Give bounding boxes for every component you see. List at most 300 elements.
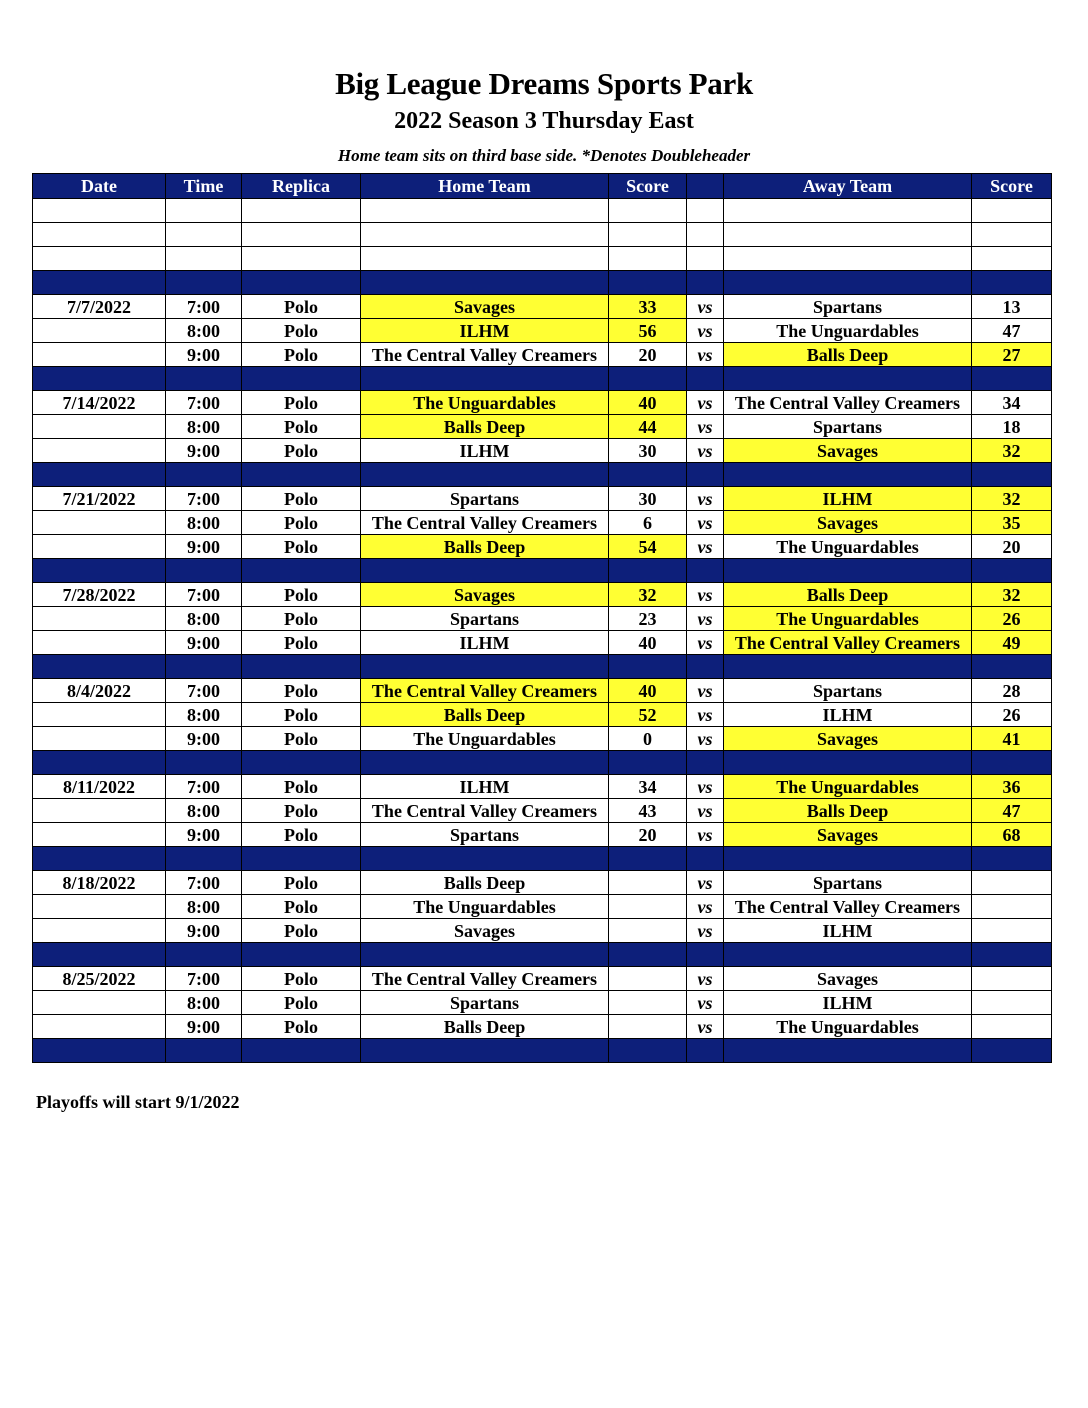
cell-away-score: 32 xyxy=(972,583,1052,607)
cell-away-score xyxy=(972,1039,1052,1063)
cell-time: 7:00 xyxy=(166,583,242,607)
cell-replica: Polo xyxy=(242,535,361,559)
cell-date: 8/25/2022 xyxy=(33,967,166,991)
cell-vs xyxy=(687,943,724,967)
cell-home-team xyxy=(361,559,609,583)
cell-home-score: 43 xyxy=(609,799,687,823)
cell-vs xyxy=(687,751,724,775)
cell-away-team: Spartans xyxy=(724,295,972,319)
cell-vs: vs xyxy=(687,703,724,727)
cell-date xyxy=(33,919,166,943)
cell-vs xyxy=(687,223,724,247)
cell-home-score xyxy=(609,991,687,1015)
cell-home-team: The Unguardables xyxy=(361,391,609,415)
cell-time xyxy=(166,1039,242,1063)
cell-date xyxy=(33,247,166,271)
cell-away-team: Savages xyxy=(724,511,972,535)
cell-replica: Polo xyxy=(242,727,361,751)
cell-home-team xyxy=(361,223,609,247)
cell-date xyxy=(33,943,166,967)
cell-away-score xyxy=(972,1015,1052,1039)
game-row xyxy=(33,991,1052,1015)
game-row xyxy=(33,583,1052,607)
game-row xyxy=(33,607,1052,631)
cell-vs: vs xyxy=(687,607,724,631)
cell-vs: vs xyxy=(687,487,724,511)
cell-away-score: 47 xyxy=(972,799,1052,823)
cell-away-score xyxy=(972,919,1052,943)
cell-home-score xyxy=(609,271,687,295)
cell-home-score xyxy=(609,943,687,967)
cell-vs xyxy=(687,271,724,295)
cell-home-team xyxy=(361,655,609,679)
cell-vs: vs xyxy=(687,631,724,655)
cell-away-score xyxy=(972,463,1052,487)
cell-vs: vs xyxy=(687,895,724,919)
cell-home-score: 32 xyxy=(609,583,687,607)
col-header-away-score: Score xyxy=(972,174,1052,199)
cell-time: 8:00 xyxy=(166,991,242,1015)
cell-away-score: 13 xyxy=(972,295,1052,319)
cell-away-team: The Unguardables xyxy=(724,535,972,559)
cell-time: 9:00 xyxy=(166,919,242,943)
cell-home-score xyxy=(609,895,687,919)
cell-replica xyxy=(242,559,361,583)
cell-away-score xyxy=(972,895,1052,919)
week-separator-row xyxy=(33,655,1052,679)
cell-time xyxy=(166,463,242,487)
cell-home-team: The Central Valley Creamers xyxy=(361,967,609,991)
cell-away-team xyxy=(724,247,972,271)
cell-date xyxy=(33,463,166,487)
cell-away-score xyxy=(972,967,1052,991)
cell-home-team: The Central Valley Creamers xyxy=(361,799,609,823)
cell-home-score xyxy=(609,1015,687,1039)
cell-away-team: ILHM xyxy=(724,487,972,511)
col-header-away-team: Away Team xyxy=(724,174,972,199)
game-row xyxy=(33,679,1052,703)
cell-replica: Polo xyxy=(242,823,361,847)
cell-home-team: Balls Deep xyxy=(361,415,609,439)
cell-date xyxy=(33,199,166,223)
week-separator-row xyxy=(33,847,1052,871)
cell-replica: Polo xyxy=(242,487,361,511)
schedule-body xyxy=(33,199,1052,1063)
cell-home-team xyxy=(361,463,609,487)
cell-away-team xyxy=(724,463,972,487)
game-row xyxy=(33,799,1052,823)
cell-away-score: 68 xyxy=(972,823,1052,847)
cell-home-team: The Central Valley Creamers xyxy=(361,679,609,703)
cell-time: 8:00 xyxy=(166,415,242,439)
cell-date xyxy=(33,751,166,775)
cell-home-team: ILHM xyxy=(361,631,609,655)
cell-home-score: 33 xyxy=(609,295,687,319)
cell-vs: vs xyxy=(687,583,724,607)
cell-replica xyxy=(242,751,361,775)
cell-home-team: The Unguardables xyxy=(361,895,609,919)
cell-away-score: 26 xyxy=(972,607,1052,631)
cell-time: 9:00 xyxy=(166,439,242,463)
cell-home-team xyxy=(361,199,609,223)
cell-date xyxy=(33,1015,166,1039)
cell-replica: Polo xyxy=(242,991,361,1015)
cell-away-score xyxy=(972,847,1052,871)
page-subtitle: 2022 Season 3 Thursday East xyxy=(394,108,694,134)
game-row xyxy=(33,967,1052,991)
cell-time: 9:00 xyxy=(166,823,242,847)
cell-away-team: The Unguardables xyxy=(724,319,972,343)
game-row xyxy=(33,487,1052,511)
cell-home-team: ILHM xyxy=(361,439,609,463)
cell-vs: vs xyxy=(687,823,724,847)
cell-vs: vs xyxy=(687,775,724,799)
cell-time: 7:00 xyxy=(166,775,242,799)
cell-away-team: Spartans xyxy=(724,871,972,895)
cell-away-team: ILHM xyxy=(724,991,972,1015)
cell-vs: vs xyxy=(687,511,724,535)
game-row xyxy=(33,631,1052,655)
cell-away-team: Savages xyxy=(724,727,972,751)
cell-away-team xyxy=(724,559,972,583)
cell-replica xyxy=(242,463,361,487)
cell-date xyxy=(33,415,166,439)
cell-vs: vs xyxy=(687,679,724,703)
game-row xyxy=(33,343,1052,367)
cell-home-score xyxy=(609,1039,687,1063)
cell-home-score: 54 xyxy=(609,535,687,559)
cell-replica: Polo xyxy=(242,679,361,703)
cell-home-team: Spartans xyxy=(361,823,609,847)
cell-date xyxy=(33,223,166,247)
cell-away-score: 41 xyxy=(972,727,1052,751)
cell-home-score: 23 xyxy=(609,607,687,631)
cell-replica: Polo xyxy=(242,775,361,799)
week-separator-row xyxy=(33,751,1052,775)
cell-away-team: Balls Deep xyxy=(724,343,972,367)
cell-date xyxy=(33,727,166,751)
game-row xyxy=(33,919,1052,943)
cell-replica: Polo xyxy=(242,871,361,895)
cell-home-score xyxy=(609,463,687,487)
cell-date: 7/21/2022 xyxy=(33,487,166,511)
game-row xyxy=(33,391,1052,415)
cell-date xyxy=(33,535,166,559)
cell-replica: Polo xyxy=(242,583,361,607)
cell-away-team xyxy=(724,1039,972,1063)
cell-time xyxy=(166,559,242,583)
week-separator-row xyxy=(33,367,1052,391)
cell-home-team: Spartans xyxy=(361,607,609,631)
cell-away-team xyxy=(724,943,972,967)
cell-time xyxy=(166,271,242,295)
cell-away-score xyxy=(972,223,1052,247)
cell-home-score xyxy=(609,199,687,223)
cell-date: 8/11/2022 xyxy=(33,775,166,799)
cell-vs xyxy=(687,247,724,271)
cell-time: 9:00 xyxy=(166,343,242,367)
cell-home-score xyxy=(609,847,687,871)
cell-vs: vs xyxy=(687,439,724,463)
cell-away-score xyxy=(972,751,1052,775)
cell-home-team: Savages xyxy=(361,583,609,607)
cell-time xyxy=(166,247,242,271)
cell-home-team xyxy=(361,943,609,967)
cell-replica: Polo xyxy=(242,295,361,319)
cell-replica: Polo xyxy=(242,919,361,943)
cell-home-team xyxy=(361,751,609,775)
cell-home-team: Balls Deep xyxy=(361,535,609,559)
cell-home-score xyxy=(609,751,687,775)
cell-time xyxy=(166,199,242,223)
cell-time xyxy=(166,943,242,967)
cell-away-team: The Unguardables xyxy=(724,607,972,631)
cell-away-score xyxy=(972,247,1052,271)
cell-home-team: Spartans xyxy=(361,487,609,511)
cell-replica xyxy=(242,199,361,223)
cell-away-score xyxy=(972,271,1052,295)
cell-home-score: 20 xyxy=(609,823,687,847)
cell-away-team: Spartans xyxy=(724,679,972,703)
cell-replica: Polo xyxy=(242,415,361,439)
cell-away-team: Balls Deep xyxy=(724,583,972,607)
cell-replica: Polo xyxy=(242,439,361,463)
cell-home-score: 0 xyxy=(609,727,687,751)
cell-time: 7:00 xyxy=(166,679,242,703)
cell-home-team: The Central Valley Creamers xyxy=(361,343,609,367)
cell-away-team: Spartans xyxy=(724,415,972,439)
cell-vs: vs xyxy=(687,343,724,367)
cell-away-team: The Central Valley Creamers xyxy=(724,895,972,919)
cell-date xyxy=(33,703,166,727)
cell-replica xyxy=(242,655,361,679)
cell-home-score xyxy=(609,367,687,391)
cell-replica: Polo xyxy=(242,607,361,631)
footer-note: Playoffs will start 9/1/2022 xyxy=(36,1092,240,1112)
game-row xyxy=(33,511,1052,535)
cell-home-team: The Central Valley Creamers xyxy=(361,511,609,535)
cell-date: 7/7/2022 xyxy=(33,295,166,319)
game-row xyxy=(33,775,1052,799)
game-row xyxy=(33,295,1052,319)
cell-away-score: 28 xyxy=(972,679,1052,703)
cell-home-team: Savages xyxy=(361,919,609,943)
cell-date xyxy=(33,991,166,1015)
cell-away-score xyxy=(972,991,1052,1015)
cell-home-score: 56 xyxy=(609,319,687,343)
cell-date xyxy=(33,607,166,631)
cell-replica: Polo xyxy=(242,319,361,343)
cell-date: 7/14/2022 xyxy=(33,391,166,415)
cell-replica: Polo xyxy=(242,703,361,727)
blank-row xyxy=(33,199,1052,223)
cell-away-team: The Central Valley Creamers xyxy=(724,631,972,655)
cell-home-team: Balls Deep xyxy=(361,1015,609,1039)
cell-date xyxy=(33,367,166,391)
col-header-date: Date xyxy=(33,174,166,199)
week-separator-row xyxy=(33,943,1052,967)
cell-away-score xyxy=(972,943,1052,967)
week-separator-row xyxy=(33,271,1052,295)
cell-home-score: 40 xyxy=(609,631,687,655)
cell-away-score: 18 xyxy=(972,415,1052,439)
cell-vs: vs xyxy=(687,1015,724,1039)
cell-home-score: 6 xyxy=(609,511,687,535)
cell-away-team xyxy=(724,655,972,679)
cell-away-score: 26 xyxy=(972,703,1052,727)
cell-vs: vs xyxy=(687,919,724,943)
game-row xyxy=(33,823,1052,847)
week-separator-row xyxy=(33,559,1052,583)
cell-away-team: The Central Valley Creamers xyxy=(724,391,972,415)
week-separator-row xyxy=(33,1039,1052,1063)
cell-replica xyxy=(242,1039,361,1063)
cell-home-score xyxy=(609,223,687,247)
cell-vs xyxy=(687,199,724,223)
cell-vs xyxy=(687,367,724,391)
cell-away-team xyxy=(724,271,972,295)
cell-away-team: Balls Deep xyxy=(724,799,972,823)
cell-time xyxy=(166,847,242,871)
cell-time: 7:00 xyxy=(166,391,242,415)
cell-replica: Polo xyxy=(242,967,361,991)
game-row xyxy=(33,439,1052,463)
cell-home-score xyxy=(609,919,687,943)
cell-vs: vs xyxy=(687,391,724,415)
cell-date xyxy=(33,631,166,655)
game-row xyxy=(33,727,1052,751)
cell-vs: vs xyxy=(687,535,724,559)
cell-time xyxy=(166,367,242,391)
cell-vs: vs xyxy=(687,295,724,319)
cell-home-score: 20 xyxy=(609,343,687,367)
cell-away-team: ILHM xyxy=(724,919,972,943)
cell-vs xyxy=(687,847,724,871)
blank-row xyxy=(33,247,1052,271)
cell-away-score xyxy=(972,871,1052,895)
cell-date xyxy=(33,847,166,871)
cell-replica: Polo xyxy=(242,343,361,367)
cell-vs: vs xyxy=(687,319,724,343)
cell-vs: vs xyxy=(687,415,724,439)
cell-replica xyxy=(242,367,361,391)
cell-date: 7/28/2022 xyxy=(33,583,166,607)
cell-away-team: The Unguardables xyxy=(724,775,972,799)
cell-vs xyxy=(687,559,724,583)
col-header-replica: Replica xyxy=(242,174,361,199)
cell-replica xyxy=(242,943,361,967)
cell-away-team xyxy=(724,751,972,775)
game-row xyxy=(33,319,1052,343)
cell-home-score: 40 xyxy=(609,391,687,415)
cell-time: 7:00 xyxy=(166,967,242,991)
cell-away-score: 36 xyxy=(972,775,1052,799)
cell-time: 7:00 xyxy=(166,295,242,319)
cell-home-team: Savages xyxy=(361,295,609,319)
cell-date xyxy=(33,1039,166,1063)
cell-vs: vs xyxy=(687,967,724,991)
cell-away-team: The Unguardables xyxy=(724,1015,972,1039)
cell-away-team: Savages xyxy=(724,967,972,991)
table-header-row xyxy=(33,174,1052,199)
cell-away-score xyxy=(972,559,1052,583)
cell-away-team xyxy=(724,199,972,223)
col-header-home-team: Home Team xyxy=(361,174,609,199)
cell-time: 8:00 xyxy=(166,319,242,343)
cell-home-team: Balls Deep xyxy=(361,871,609,895)
cell-vs: vs xyxy=(687,727,724,751)
cell-away-team: Savages xyxy=(724,823,972,847)
cell-home-score xyxy=(609,247,687,271)
col-header-vs xyxy=(687,174,724,199)
cell-home-score: 52 xyxy=(609,703,687,727)
cell-time: 8:00 xyxy=(166,607,242,631)
cell-away-team: ILHM xyxy=(724,703,972,727)
cell-away-team: Savages xyxy=(724,439,972,463)
cell-replica: Polo xyxy=(242,1015,361,1039)
cell-date xyxy=(33,895,166,919)
cell-replica: Polo xyxy=(242,511,361,535)
cell-away-score: 47 xyxy=(972,319,1052,343)
cell-home-team xyxy=(361,847,609,871)
week-separator-row xyxy=(33,463,1052,487)
cell-time: 9:00 xyxy=(166,727,242,751)
cell-replica xyxy=(242,223,361,247)
cell-home-team xyxy=(361,271,609,295)
cell-replica xyxy=(242,271,361,295)
cell-time: 9:00 xyxy=(166,1015,242,1039)
cell-date xyxy=(33,799,166,823)
cell-date xyxy=(33,823,166,847)
cell-away-score: 34 xyxy=(972,391,1052,415)
cell-away-score: 49 xyxy=(972,631,1052,655)
cell-vs xyxy=(687,1039,724,1063)
cell-vs xyxy=(687,655,724,679)
cell-time: 7:00 xyxy=(166,871,242,895)
cell-home-score xyxy=(609,967,687,991)
cell-away-team xyxy=(724,847,972,871)
cell-away-score xyxy=(972,655,1052,679)
cell-time: 7:00 xyxy=(166,487,242,511)
cell-home-score: 30 xyxy=(609,439,687,463)
cell-replica: Polo xyxy=(242,895,361,919)
cell-date xyxy=(33,511,166,535)
col-header-home-score: Score xyxy=(609,174,687,199)
cell-time xyxy=(166,751,242,775)
cell-home-score: 34 xyxy=(609,775,687,799)
cell-date xyxy=(33,343,166,367)
cell-away-score: 32 xyxy=(972,487,1052,511)
page-title: Big League Dreams Sports Park xyxy=(335,66,753,101)
cell-home-score: 40 xyxy=(609,679,687,703)
cell-away-score: 20 xyxy=(972,535,1052,559)
cell-date: 8/4/2022 xyxy=(33,679,166,703)
cell-home-score xyxy=(609,655,687,679)
cell-date xyxy=(33,271,166,295)
game-row xyxy=(33,895,1052,919)
game-row xyxy=(33,415,1052,439)
cell-away-score xyxy=(972,367,1052,391)
cell-away-score xyxy=(972,199,1052,223)
cell-date xyxy=(33,655,166,679)
col-header-time: Time xyxy=(166,174,242,199)
game-row xyxy=(33,1015,1052,1039)
cell-home-score xyxy=(609,559,687,583)
cell-time: 8:00 xyxy=(166,703,242,727)
game-row xyxy=(33,871,1052,895)
cell-time: 8:00 xyxy=(166,511,242,535)
cell-time xyxy=(166,223,242,247)
